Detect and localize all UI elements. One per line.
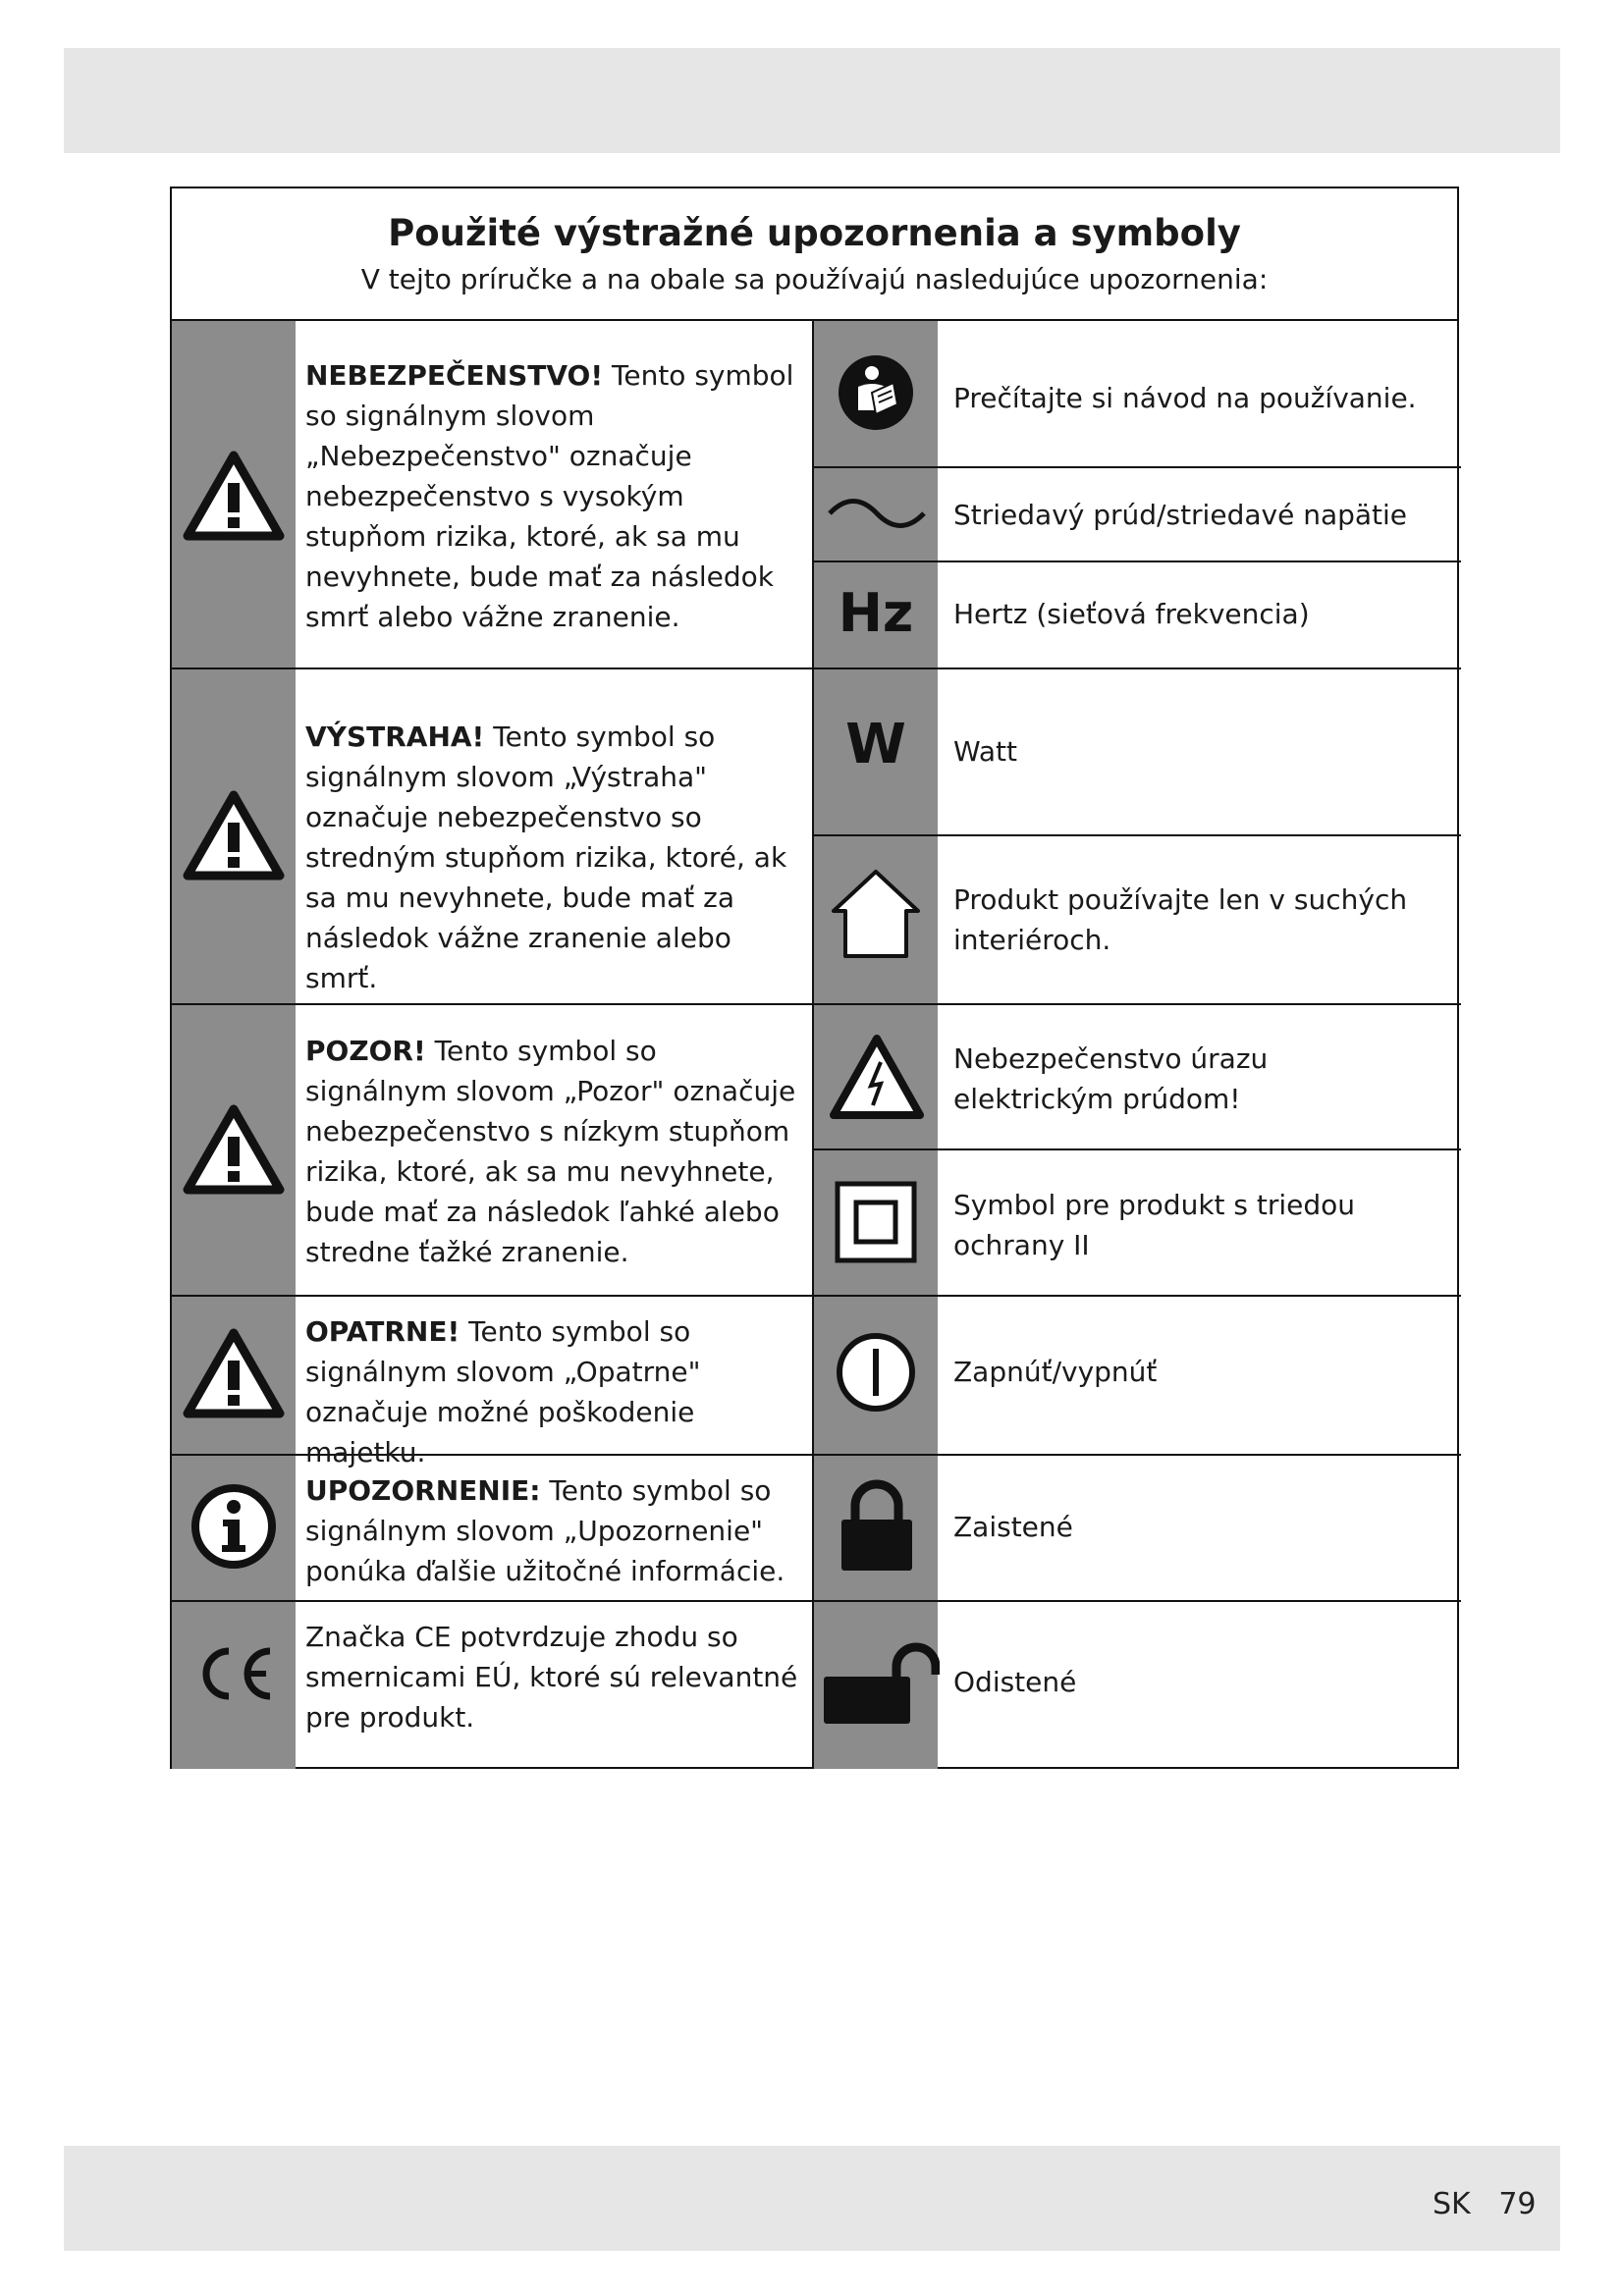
alternating-current-icon [826,491,928,536]
row-divider [814,834,1461,836]
read-manual-text: Prečítajte si návod na používanie. [953,382,1417,414]
warning-triangle-icon [182,450,286,544]
row-divider [172,1600,814,1602]
column-divider [812,321,814,1769]
hertz-text: Hertz (sieťová frekvencia) [953,598,1310,630]
house-icon [828,866,924,960]
row-divider [814,1454,1461,1456]
protection-class-text: Symbol pre produkt s triedou ochrany II [953,1189,1356,1261]
row-divider [172,1003,814,1005]
page-footer [1433,2187,1560,2221]
row-divider [814,1003,1461,1005]
ce-description: Značka CE potvrdzuje zhodu so smernicami EÚ, ktoré sú relevantné pre produkt. [305,1621,798,1734]
warning-description: VÝSTRAHA! Tento symbol so signálnym slovom „Výstraha" označuje nebezpečenstvo so stredným stupňom rizika, ktoré, ak sa mu nevyhnete, bude mať za následok vážne zranenie alebo smrť. [305,721,787,994]
caution-description: POZOR! Tento symbol so signálnym slovom „Pozor" označuje nebezpečenstvo s nízkym stupňom rizika, ktoré, ak sa mu nevyhnete, bude mať za následok ľahké alebo stredne ťažké zranenie. [305,1035,796,1268]
read-manual-icon [837,353,915,432]
row-divider [814,561,1461,562]
notice-description: OPATRNE! Tento symbol so signálnym slovom „Opatrne" označuje možné poškodenie majetku. [305,1315,701,1468]
page-number: 79 [1498,2187,1537,2221]
row-divider [814,1295,1461,1297]
row-divider [172,667,814,669]
electric-hazard-text: Nebezpečenstvo úrazu elektrickým prúdom! [953,1042,1269,1115]
unlocked-icon [820,1639,940,1728]
unlocked-text: Odistené [953,1666,1077,1698]
warning-triangle-icon [182,789,286,883]
danger-description: NEBEZPEČENSTVO! Tento symbol so signálnym slovom „Nebezpečenstvo" označuje nebezpečenstvo s vysokým stupňom rizika, ktoré, ak sa mu nevyhnete, bude mať za následok smrť alebo vážne zranenie. [305,359,794,633]
ce-mark-icon [191,1641,276,1706]
protection-class-ii-icon [834,1180,918,1264]
warning-triangle-icon [182,1327,286,1421]
header-band [64,48,1560,153]
hertz-icon: Hz [838,582,914,644]
row-divider [814,466,1461,468]
warning-triangle-icon [182,1103,286,1198]
alternating-current-text: Striedavý prúd/striedavé napätie [953,499,1408,531]
watt-icon: W [845,713,906,776]
locked-text: Zaistené [953,1511,1073,1543]
info-icon [189,1482,278,1571]
electric-hazard-icon [828,1033,926,1121]
symbols-table [170,187,1459,1769]
dry-indoor-text: Produkt používajte len v suchých interiéroch. [953,883,1408,956]
footer-band [64,2146,1560,2251]
table-subtitle: V tejto príručke a na obale sa používajú nasledujúce upozornenia: [360,263,1269,295]
language-code: SK [1433,2187,1471,2221]
row-divider [172,1295,814,1297]
power-switch-icon [835,1331,917,1414]
row-divider [814,1148,1461,1150]
power-switch-text: Zapnúť/vypnúť [953,1356,1158,1388]
watt-text: Watt [953,735,1018,768]
table-title: Použité výstražné upozornenia a symboly [388,212,1241,254]
locked-icon [838,1476,916,1575]
row-divider [814,667,1461,669]
table-header [172,188,1457,321]
info-description: UPOZORNENIE: Tento symbol so signálnym slovom „Upozornenie" ponúka ďalšie užitočné informácie. [305,1474,785,1587]
row-divider [814,1600,1461,1602]
